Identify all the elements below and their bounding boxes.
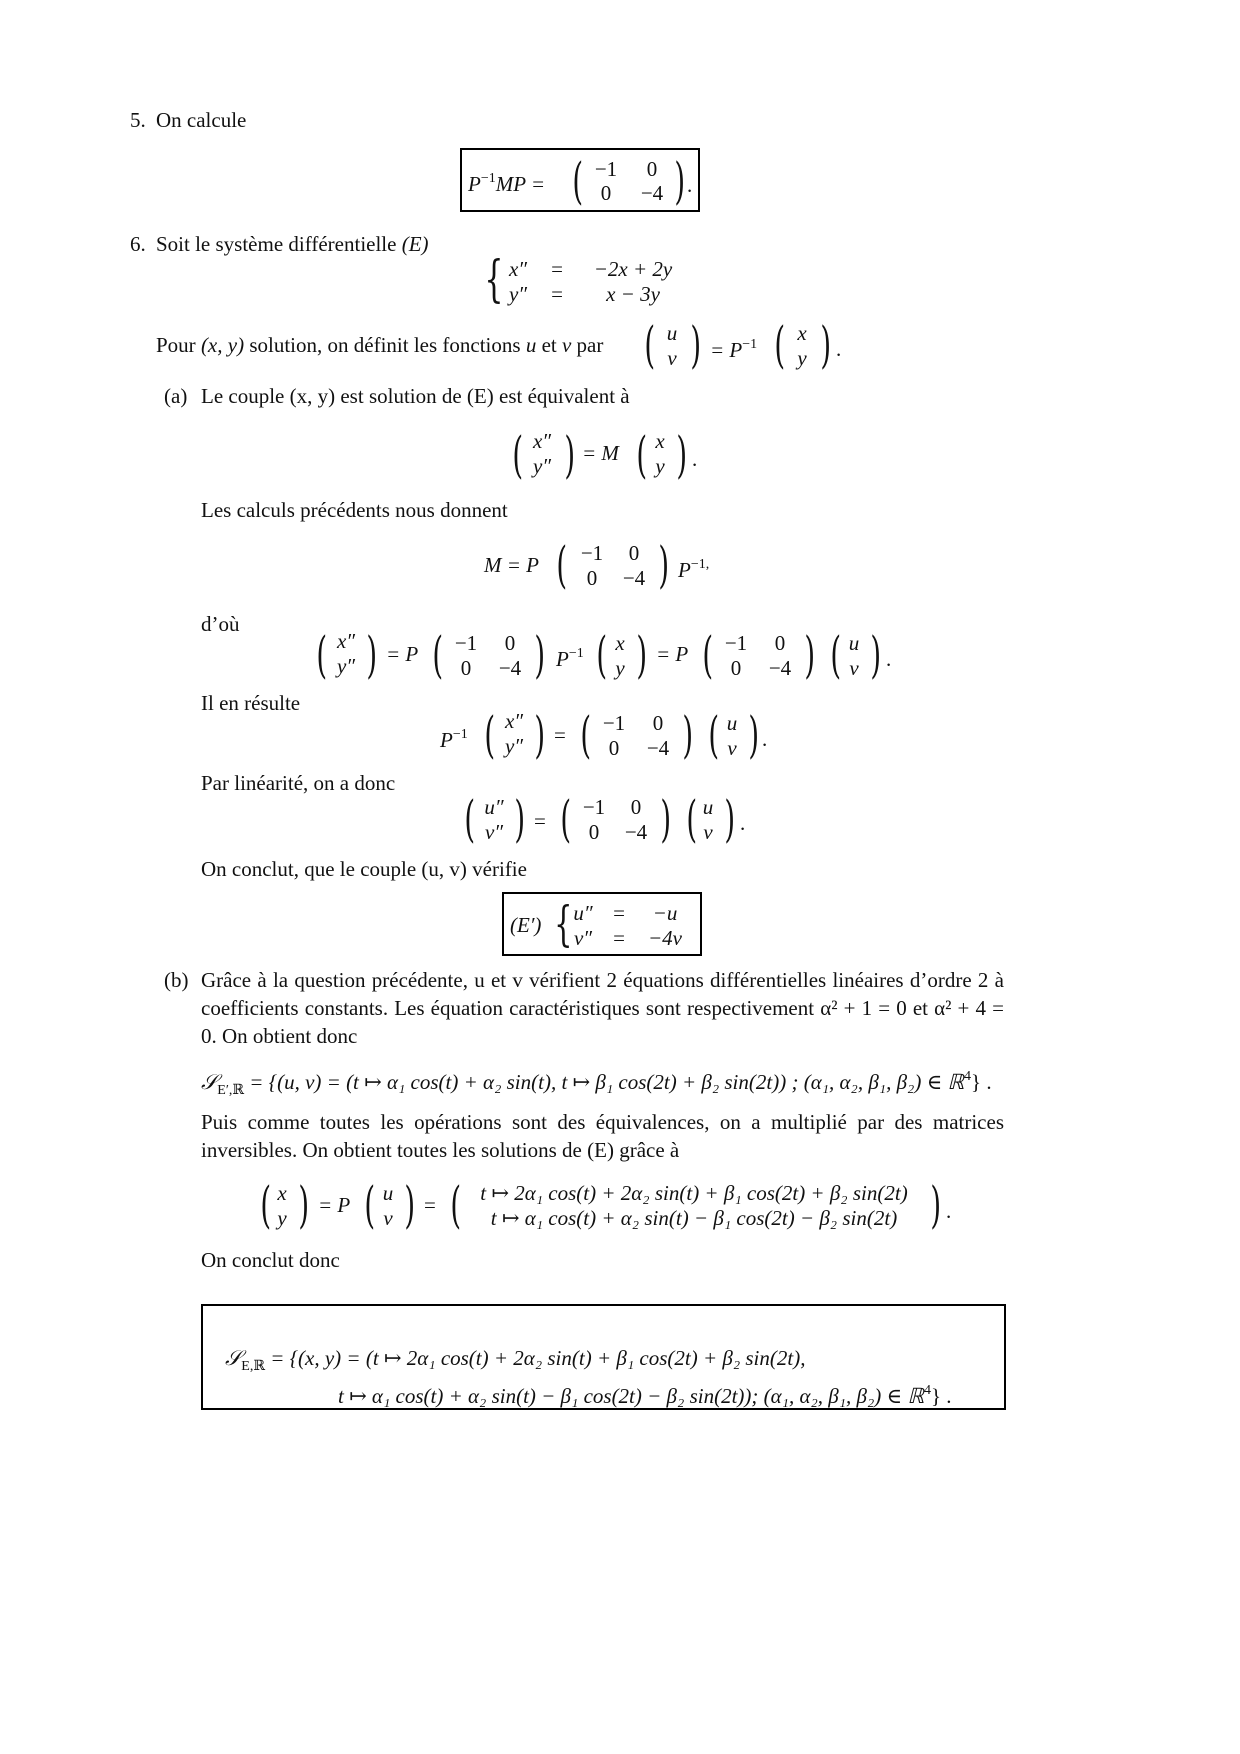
sys-E-l1-rhs: −2x + 2y [593,257,673,281]
P-inv: $P^{-1}$ [440,727,468,752]
sys-Ep-l1-rhs: −u [652,901,678,925]
vec-cell: u″ [484,795,504,819]
sys-Ep-l2-lhs: v″ [573,926,593,950]
conclut-donc-text: On conclut donc [201,1248,340,1272]
vec-cell: y″ [532,454,552,478]
vec-cell: y [277,1206,287,1230]
solution-row-2: t ↦ α₁ cos(t) + α₂ sin(t) − β₁ cos(2t) − β₂ sin(2t) [490,1206,898,1230]
matrix-cell: 0 [600,181,612,205]
left-paren: ( [702,626,714,684]
left-paren: ( [830,626,842,684]
left-paren: ( [556,536,568,594]
eq-P-inv: = $P^{-1}$ [710,337,758,362]
part-b-label: (b) [164,968,189,992]
right-paren: ) [534,626,546,684]
part-b-paragraph: Grâce à la question précédente, u et v vérifient 2 équations différentielles linéaires d’ordre 2 à coefficients constants. Les équation caractéristiques sont respectivement α² + 1 = 0 et α² + 4 = 0. On obtient donc [201,968,1004,1048]
il-en-resulte-text: Il en résulte [201,691,301,715]
solution-row-1: t ↦ 2α₁ cos(t) + 2α₂ sin(t) + β₁ cos(2t) + β₂ sin(2t) [480,1181,908,1205]
sys-Ep-l1-eq: = [613,901,625,925]
part-a-text: Le couple (x, y) est solution de (E) est équivalent à [201,384,630,408]
right-paren: ) [564,426,576,484]
vec-cell: v [383,1206,393,1230]
vec-cell: x″ [532,429,552,453]
matrix-cell: 0 [504,631,516,655]
pour-text: Pour (x, y) solution, on définit les fonctions u et v par [156,333,604,357]
period: . [946,1199,952,1223]
vec-cell: u [848,631,860,655]
vec-cell: u [666,321,678,345]
vec-cell: u [726,711,738,735]
vec-cell: x″ [504,709,524,733]
matrix-cell: 0 [586,566,598,590]
matrix-cell: −1 [724,631,748,655]
equals: = [534,809,546,833]
vec-cell: y [655,454,665,478]
M-eq-P: M = P [484,553,539,577]
right-paren: ) [690,316,702,374]
vec-cell: v″ [484,820,504,844]
sys-E-l2-rhs: x − 3y [606,282,660,306]
matrix-cell: −4 [646,736,670,760]
left-paren: ( [580,706,592,764]
vec-cell: x [615,631,625,655]
eq-P: = P [386,642,419,666]
right-paren: ) [804,626,816,684]
vec-cell: u [382,1181,394,1205]
matrix-cell: 0 [460,656,472,680]
left-paren: ( [708,706,720,764]
matrix-cell: −4 [622,566,646,590]
matrix-cell: 0 [630,795,642,819]
formula-P: $P^{-1}MP$ = [468,171,546,196]
linearite-text: Par linéarité, on a donc [201,771,396,795]
matrix-cell: −1 [582,795,606,819]
vec-cell: v [667,346,677,370]
matrix-cell: 0 [646,157,658,181]
period: . [836,337,842,361]
right-paren: ) [724,790,736,848]
part-b-paragraph-2: Puis comme toutes les opérations sont des équivalences, on a multiplié par des matrices inversibles. On obtient toutes les solutions de (E) grâce à [201,1110,1004,1162]
left-paren: ( [686,790,698,848]
calcs-text: Les calculs précédents nous donnent [201,498,508,522]
vec-cell: x [655,429,665,453]
right-paren: ) [534,706,546,764]
vec-cell: u [702,795,714,819]
vec-cell: y″ [504,734,524,758]
Eprime-label: (E′) [510,913,542,937]
right-paren: ) [366,626,378,684]
right-paren: ) [930,1176,942,1234]
matrix-cell: −4 [498,656,522,680]
dou-text: d’où [201,612,240,636]
right-paren: ) [636,626,648,684]
eq-P: = P [318,1193,351,1217]
matrix-cell: −1 [580,541,604,565]
left-paren: ( [464,790,476,848]
right-paren: ) [404,1176,416,1234]
right-paren: ) [748,706,760,764]
right-paren: ) [820,316,832,374]
right-paren: ) [674,152,686,210]
part-a-label: (a) [164,384,188,408]
equals: = [424,1193,436,1217]
vec-cell: v [727,736,737,760]
matrix-cell: −4 [768,656,792,680]
eq-P: = P [656,642,689,666]
sys-E-l2-eq: = [551,282,563,306]
left-paren: ( [432,626,444,684]
vec-cell: x [797,321,807,345]
sys-E-l2-lhs: y″ [508,282,528,306]
item-6-text: Soit le système différentielle (E) [156,232,429,256]
item-6-number: 6. [130,232,146,256]
matrix-cell: −1 [602,711,626,735]
vec-cell: y [615,656,625,680]
P-inv: $P^{-1,}$ [678,557,710,582]
period: . [886,647,892,671]
left-paren: ( [560,790,572,848]
left-paren: ( [774,316,786,374]
matrix-cell: −1 [594,157,618,181]
right-paren: ) [658,536,670,594]
left-paren: ( [636,426,648,484]
left-paren: ( [260,1176,272,1234]
vec-cell: x [277,1181,287,1205]
vec-cell: y″ [336,654,356,678]
left-brace: { [554,896,573,952]
matrix-cell: −1 [454,631,478,655]
vec-cell: v [703,820,713,844]
final-line-1: 𝒮$_{E,ℝ}$ = {(x, y) = (t ↦ 2α₁ cos(t) + 2α₂ sin(t) + β₁ cos(2t) + β₂ sin(2t), [225,1346,806,1374]
matrix-cell: −4 [640,181,664,205]
vec-cell: y [797,346,807,370]
item-5-text: On calcule [156,108,247,132]
sys-Ep-l1-lhs: u″ [573,901,593,925]
right-paren: ) [870,626,882,684]
left-paren: ( [512,426,524,484]
matrix-cell: 0 [588,820,600,844]
right-paren: ) [682,706,694,764]
period: . [687,173,693,197]
sys-Ep-l2-rhs: −4v [648,926,682,950]
matrix-cell: 0 [774,631,786,655]
matrix-cell: 0 [628,541,640,565]
left-paren: ( [450,1176,462,1234]
S-Eprime-formula: 𝒮$_{E',ℝ}$ = {(u, v) = (t ↦ α₁ cos(t) + α₂ sin(t), t ↦ β₁ cos(2t) + β₂ sin(2t)) ; (α₁, α₂, β₁, β₂) ∈ ℝ$^4$} . [201,1069,992,1098]
vec-cell: v [849,656,859,680]
left-paren: ( [484,706,496,764]
vec-cell: x″ [336,629,356,653]
period: . [740,811,746,835]
matrix-cell: 0 [652,711,664,735]
matrix-cell: −4 [624,820,648,844]
sys-Ep-l2-eq: = [613,926,625,950]
item-5-number: 5. [130,108,146,132]
sys-E-l1-eq: = [551,257,563,281]
matrix-cell: 0 [730,656,742,680]
left-paren: ( [316,626,328,684]
right-paren: ) [676,426,688,484]
left-paren: ( [596,626,608,684]
right-paren: ) [660,790,672,848]
period: . [692,447,698,471]
left-paren: ( [572,152,584,210]
left-paren: ( [364,1176,376,1234]
eq-M: = M [582,441,619,465]
left-brace: { [484,250,504,308]
P-inv: $P^{-1}$ [556,646,584,671]
sys-E-l1-lhs: x″ [508,257,528,281]
right-paren: ) [514,790,526,848]
equals: = [554,723,566,747]
period: . [762,727,768,751]
left-paren: ( [644,316,656,374]
conclut-uv-text: On conclut, que le couple (u, v) vérifie [201,857,527,881]
right-paren: ) [298,1176,310,1234]
matrix-cell: 0 [608,736,620,760]
final-line-2: t ↦ α₁ cos(t) + α₂ sin(t) − β₁ cos(2t) − β₂ sin(2t)); (α₁, α₂, β₁, β₂) ∈ ℝ$^4$} . [338,1383,952,1408]
